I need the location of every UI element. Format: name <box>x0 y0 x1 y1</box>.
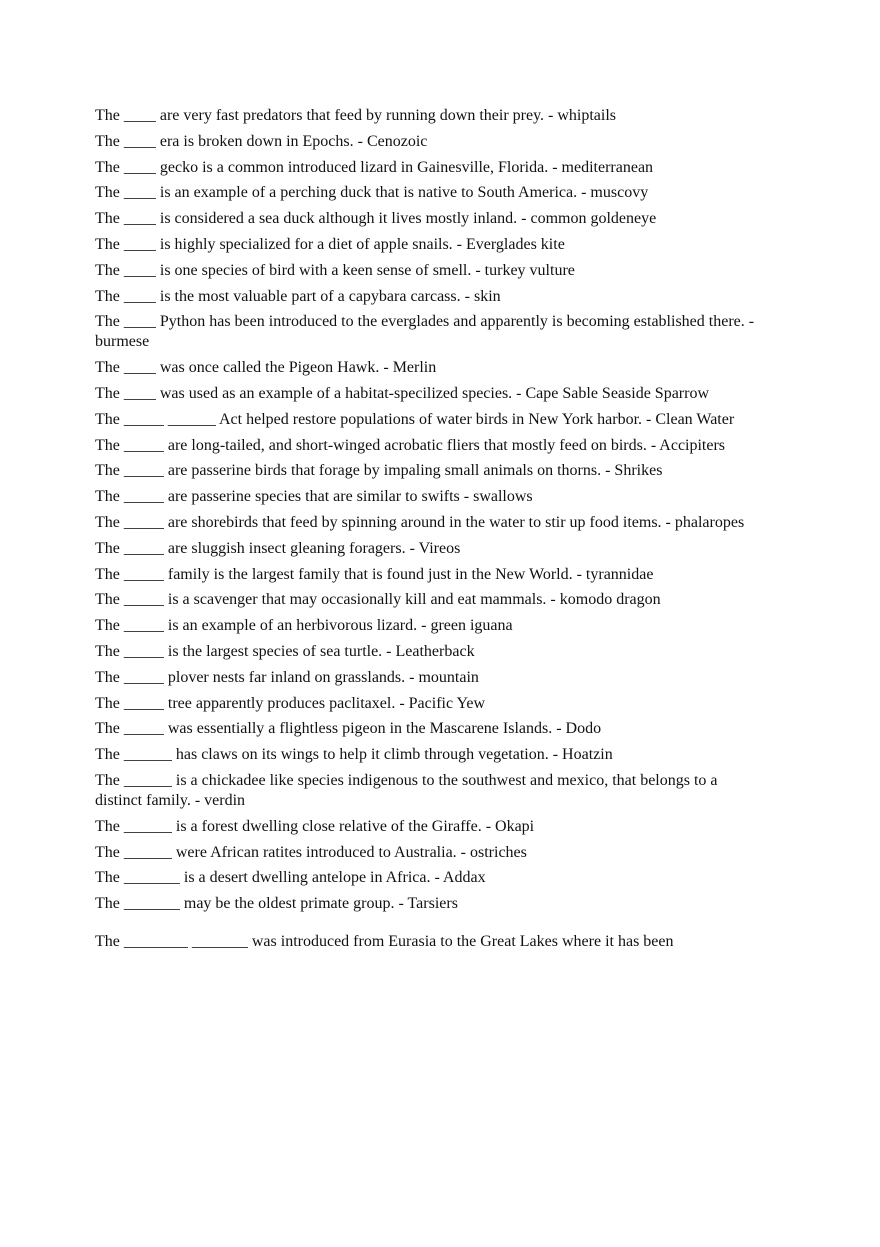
question-line: The _____ family is the largest family that is found just in the New World. - tyrannidae <box>95 565 654 583</box>
question-line: The ______ is a chickadee like species indigenous to the southwest and mexico, that belongs to a distinct family. - verdin <box>95 771 718 809</box>
question-line: The ____ was once called the Pigeon Hawk. - Merlin <box>95 359 437 377</box>
question-line: The _____ are shorebirds that feed by spinning around in the water to stir up food items. - phalaropes <box>95 513 745 531</box>
question-line: The _____ plover nests far inland on grasslands. - mountain <box>95 668 479 686</box>
question-line: The ____ Python has been introduced to the everglades and apparently is becoming established there. - burmese <box>95 313 755 351</box>
question-line: The ____ is one species of bird with a keen sense of smell. - turkey vulture <box>95 261 575 279</box>
question-line: The _____ is a scavenger that may occasionally kill and eat mammals. - komodo dragon <box>95 591 661 609</box>
question-line: The ____ is highly specialized for a diet of apple snails. - Everglades kite <box>95 235 565 253</box>
question-line: The _____ are sluggish insect gleaning foragers. - Vireos <box>95 539 461 557</box>
question-line: The _____ was essentially a flightless pigeon in the Mascarene Islands. - Dodo <box>95 720 602 738</box>
question-line: The ____ is considered a sea duck although it lives mostly inland. - common goldeneye <box>95 210 657 228</box>
question-line: The ____ gecko is a common introduced lizard in Gainesville, Florida. - mediterranean <box>95 158 654 176</box>
question-line: The ______ is a forest dwelling close relative of the Giraffe. - Okapi <box>95 817 535 835</box>
question-line: The ______ has claws on its wings to help it climb through vegetation. - Hoatzin <box>95 746 613 764</box>
question-line: The _____ are passerine species that are similar to swifts - swallows <box>95 488 533 506</box>
question-line: The _____ is an example of an herbivorous lizard. - green iguana <box>95 617 513 635</box>
question-line: The ____ is the most valuable part of a capybara carcass. - skin <box>95 287 501 305</box>
question-line: The ____ are very fast predators that feed by running down their prey. - whiptails <box>95 107 617 124</box>
question-line: The ____ is an example of a perching duck that is native to South America. - muscovy <box>95 184 649 202</box>
question-line: The ____ was used as an example of a habitat-specilized species. - Cape Sable Seaside Sparrow <box>95 384 710 402</box>
question-line: The _______ is a desert dwelling antelope in Africa. - Addax <box>95 869 486 887</box>
question-line: The _____ ______ Act helped restore populations of water birds in New York harbor. - Clean Water <box>95 410 735 428</box>
question-list <box>95 106 760 958</box>
question-line: The _____ are passerine birds that forage by impaling small animals on thorns. - Shrikes <box>95 462 663 480</box>
question-line: The ______ were African ratites introduced to Australia. - ostriches <box>95 843 527 861</box>
question-line: The _____ are long-tailed, and short-winged acrobatic fliers that mostly feed on birds. - Accipiters <box>95 436 726 454</box>
question-line: The _____ is the largest species of sea turtle. - Leatherback <box>95 642 475 660</box>
question-line: The _____ tree apparently produces paclitaxel. - Pacific Yew <box>95 694 486 712</box>
question-line: The _______ may be the oldest primate group. - Tarsiers <box>95 895 458 913</box>
question-line: The ____ era is broken down in Epochs. - Cenozoic <box>95 132 428 150</box>
question-line-last: The ________ _______ was introduced from Eurasia to the Great Lakes where it has been <box>95 933 674 951</box>
